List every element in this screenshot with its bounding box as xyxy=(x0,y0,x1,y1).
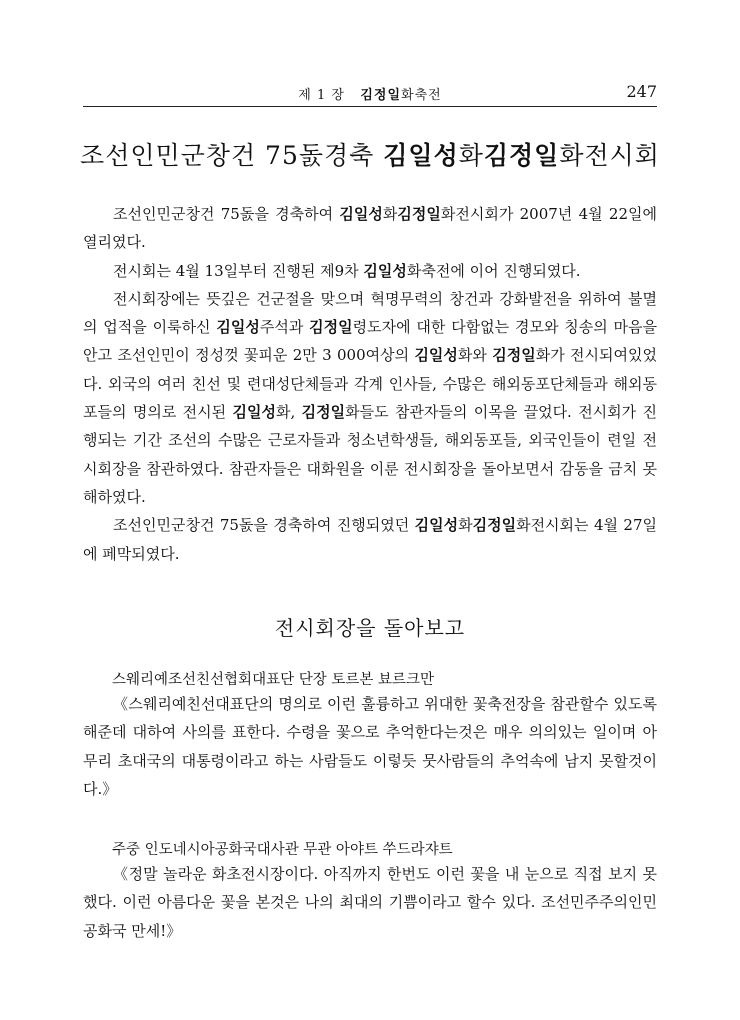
text-run: 령도자에 대한 다함없는 경모와 칭송의 마음을 안고 조선인민이 정성껏 꽃피운 2만 3 000여상의 xyxy=(83,318,657,365)
text-run: 주석과 xyxy=(259,318,310,337)
article-title xyxy=(60,136,680,172)
text-run: 화전시회는 4월 27일에 페막되였다. xyxy=(83,516,657,563)
chapter-label: 제 1 장 xyxy=(298,88,345,103)
paragraph-4 xyxy=(83,511,657,568)
page-number: 247 xyxy=(626,82,657,101)
title-text: 화 xyxy=(458,141,484,170)
quote-text xyxy=(83,690,657,803)
text-run: 화 xyxy=(382,205,398,223)
bold-name: 김일성 xyxy=(216,318,260,337)
bold-name: 김정일 xyxy=(472,516,517,535)
quote-paragraph: 《스웨리예친선대표단의 명의로 이런 훌륭하고 위대한 꽃축전장을 참관할수 있도록 해준데 대하여 사의를 표한다. 수령을 꽃으로 추억한다는것은 매우 의의있는 일이며 아무리 초대국의 대통령이라고 하는 사람들도 이렇듯 뭇사람들의 추억속에 남지 못할것이다.》 xyxy=(83,695,657,798)
running-title xyxy=(83,84,657,103)
article-body xyxy=(83,200,657,568)
speaker-name: 주중 인도네시아공화국대사관 무관 아야트 쑤드라쟈트 xyxy=(112,842,453,858)
running-title-suffix: 화축전 xyxy=(401,88,442,103)
running-title-name: 김정일 xyxy=(360,88,402,103)
bold-name: 김일성 xyxy=(339,205,383,223)
bold-name: 김정일 xyxy=(397,205,441,223)
bold-name: 김일성 xyxy=(414,516,459,535)
section-title: 전시회장을 돌아보고 xyxy=(274,616,466,640)
text-run: 화, xyxy=(276,403,302,422)
bold-name: 김정일 xyxy=(301,403,346,422)
bold-name: 김일성 xyxy=(232,403,276,422)
running-header xyxy=(83,82,657,107)
text-run: 화축전에 이어 진행되였다. xyxy=(406,261,581,280)
bold-name: 김정일 xyxy=(492,346,536,365)
text-run: 화전시회가 2007년 4월 22일에 열리였다. xyxy=(83,205,657,252)
paragraph-1 xyxy=(83,200,657,257)
title-name: 김일성 xyxy=(383,141,459,170)
quote-text xyxy=(83,860,657,945)
text-run: 화들도 참관자들의 이목을 끌었다. 전시회가 진행되는 기간 조선의 수많은 근로자들과 청소년학생들, 해외동포들, 외국인들이 련일 전시회장을 참관하였다. 참관자들은 대화원을 이룬 전시회장을 돌아보면서 감동을 금치 못해하였다. xyxy=(83,403,658,506)
text-run: 조선인민군창건 75돐을 경축하여 xyxy=(113,205,340,223)
quote-paragraph: 《정말 놀라운 화초전시장이다. 아직까지 한번도 이런 꽃을 내 눈으로 직접 보지 못했다. 이런 아름다운 꽃을 본것은 나의 최대의 기쁨이라고 할수 있다. 조선민주주의인민공화국 만세!》 xyxy=(83,865,657,940)
speaker-name: 스웨리예조선친선협회대표단 단장 토르본 뵤르크만 xyxy=(112,672,434,688)
bold-name: 김일성 xyxy=(363,261,407,280)
text-run: 화 xyxy=(458,516,473,535)
text-run: 화가 전시되여있었다. 외국의 여러 친선 및 련대성단체들과 각계 인사들, 수많은 해외동포단체들과 해외동포들의 명의로 전시된 xyxy=(83,346,657,422)
title-text: 조선인민군창건 75돐경축 xyxy=(80,141,384,170)
text-run: 전시회는 4월 13일부터 진행된 제9차 xyxy=(113,261,364,280)
title-name: 김정일 xyxy=(483,141,560,170)
text-run: 전시회장에는 뜻깊은 건군절을 맞으며 혁명무력의 창건과 강화발전을 위하여 불멸의 업적을 이룩하신 xyxy=(83,289,657,337)
bold-name: 김정일 xyxy=(309,318,353,337)
paragraph-2 xyxy=(83,257,657,285)
bold-name: 김일성 xyxy=(414,346,458,365)
text-run: 화와 xyxy=(457,346,493,365)
text-run: 조선인민군창건 75돐을 경축하여 진행되였던 xyxy=(113,516,415,535)
paragraph-3 xyxy=(83,285,657,511)
title-text: 화전시회 xyxy=(559,141,660,170)
